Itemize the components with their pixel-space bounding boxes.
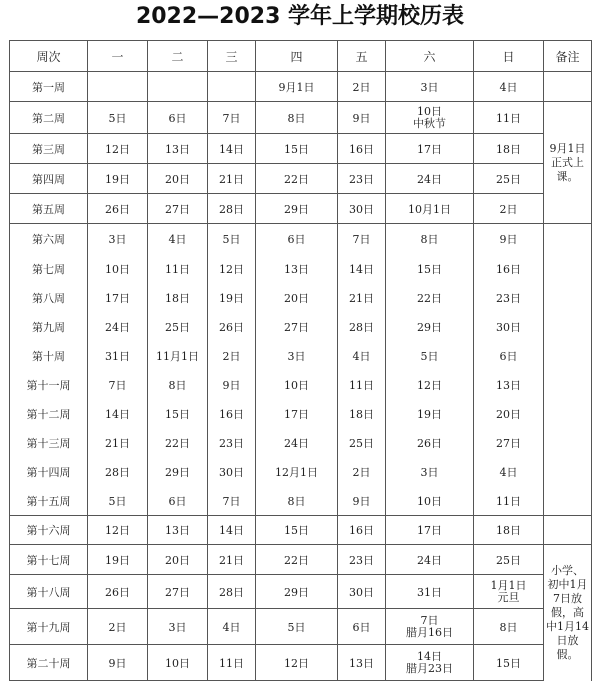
table-row <box>10 72 592 102</box>
day-cell: 19日 <box>88 164 148 194</box>
day-cell: 28日 <box>208 575 256 609</box>
week-label: 第十六周 <box>10 516 88 545</box>
day-cell <box>88 72 148 102</box>
table-row <box>10 313 592 342</box>
day-cell: 14日 <box>208 516 256 545</box>
day-cell: 22日 <box>256 545 338 575</box>
day-cell: 23日 <box>338 164 386 194</box>
header-sun: 日 <box>474 41 544 72</box>
day-cell: 8日 <box>474 609 544 645</box>
day-cell: 6日 <box>474 342 544 371</box>
day-cell: 24日 <box>88 313 148 342</box>
day-cell: 18日 <box>474 134 544 164</box>
day-cell: 28日 <box>338 313 386 342</box>
day-cell: 24日 <box>256 429 338 458</box>
day-cell: 5日 <box>88 487 148 516</box>
day-cell: 15日 <box>148 400 208 429</box>
week-label: 第二十周 <box>10 645 88 681</box>
day-cell: 2日 <box>338 72 386 102</box>
header-thu: 四 <box>256 41 338 72</box>
day-cell: 3日 <box>148 609 208 645</box>
day-cell: 6日 <box>338 609 386 645</box>
day-cell: 27日 <box>256 313 338 342</box>
day-cell-text: 7日 腊月16日 <box>406 613 453 639</box>
day-cell: 30日 <box>338 575 386 609</box>
day-cell: 12日 <box>208 254 256 284</box>
table-row <box>10 134 592 164</box>
day-cell <box>208 72 256 102</box>
day-cell: 23日 <box>208 429 256 458</box>
day-cell: 19日 <box>88 545 148 575</box>
day-cell-text: 1月1日 元旦 <box>490 578 527 604</box>
note-start-of-term: 9月1日正式上课。 <box>544 102 592 224</box>
header-row <box>10 41 592 72</box>
day-cell: 27日 <box>474 429 544 458</box>
day-cell: 17日 <box>386 516 474 545</box>
day-cell: 11月1日 <box>148 342 208 371</box>
header-wed: 三 <box>208 41 256 72</box>
day-cell: 22日 <box>148 429 208 458</box>
day-cell: 5日 <box>386 342 474 371</box>
day-cell: 13日 <box>256 254 338 284</box>
week-label: 第十三周 <box>10 429 88 458</box>
day-cell: 7日 <box>338 224 386 254</box>
table-row <box>10 487 592 516</box>
day-cell: 5日 <box>208 224 256 254</box>
header-week: 周次 <box>10 41 88 72</box>
day-cell: 23日 <box>338 545 386 575</box>
table-row <box>10 284 592 313</box>
day-cell: 16日 <box>338 134 386 164</box>
day-cell: 9月1日 <box>256 72 338 102</box>
school-calendar-table <box>9 40 592 681</box>
day-cell: 20日 <box>148 164 208 194</box>
day-cell <box>386 609 474 645</box>
week-label: 第三周 <box>10 134 88 164</box>
day-cell: 29日 <box>256 194 338 224</box>
table-row <box>10 254 592 284</box>
day-cell: 24日 <box>386 545 474 575</box>
day-cell: 3日 <box>256 342 338 371</box>
day-cell: 21日 <box>208 545 256 575</box>
day-cell: 28日 <box>208 194 256 224</box>
table-row <box>10 224 592 254</box>
week-label: 第八周 <box>10 284 88 313</box>
week-label: 第十四周 <box>10 458 88 487</box>
day-cell: 6日 <box>148 487 208 516</box>
header-sat: 六 <box>386 41 474 72</box>
table-row <box>10 194 592 224</box>
week-label: 第九周 <box>10 313 88 342</box>
day-cell: 22日 <box>386 284 474 313</box>
day-cell <box>386 645 474 681</box>
table-row <box>10 545 592 575</box>
day-cell: 9日 <box>208 371 256 400</box>
day-cell: 13日 <box>338 645 386 681</box>
week-label: 第六周 <box>10 224 88 254</box>
day-cell: 13日 <box>148 134 208 164</box>
week-label: 第二周 <box>10 102 88 134</box>
day-cell: 11日 <box>474 102 544 134</box>
day-cell: 7日 <box>208 487 256 516</box>
day-cell: 9日 <box>474 224 544 254</box>
day-cell: 10日 <box>256 371 338 400</box>
day-cell: 27日 <box>148 575 208 609</box>
day-cell: 12日 <box>386 371 474 400</box>
week-label: 第十七周 <box>10 545 88 575</box>
day-cell: 16日 <box>474 254 544 284</box>
day-cell: 9日 <box>338 102 386 134</box>
week-label: 第十二周 <box>10 400 88 429</box>
day-cell: 21日 <box>88 429 148 458</box>
day-cell: 15日 <box>474 645 544 681</box>
day-cell: 17日 <box>256 400 338 429</box>
day-cell: 5日 <box>88 102 148 134</box>
day-cell: 10日 <box>386 487 474 516</box>
day-cell: 26日 <box>386 429 474 458</box>
day-cell: 15日 <box>256 134 338 164</box>
day-cell: 4日 <box>474 458 544 487</box>
table-row <box>10 516 592 545</box>
day-cell: 12月1日 <box>256 458 338 487</box>
day-cell: 12日 <box>88 134 148 164</box>
day-cell: 9日 <box>88 645 148 681</box>
day-cell <box>474 575 544 609</box>
day-cell: 7日 <box>208 102 256 134</box>
week-label: 第四周 <box>10 164 88 194</box>
day-cell: 17日 <box>386 134 474 164</box>
day-cell: 25日 <box>338 429 386 458</box>
day-cell: 10日 <box>88 254 148 284</box>
note-winter-break: 小学、初中1月7日放假，高中1月14日放假。 <box>544 545 592 681</box>
week-label: 第十周 <box>10 342 88 371</box>
day-cell: 11日 <box>338 371 386 400</box>
day-cell: 6日 <box>256 224 338 254</box>
header-tue: 二 <box>148 41 208 72</box>
table-row <box>10 164 592 194</box>
day-cell: 31日 <box>386 575 474 609</box>
day-cell: 8日 <box>386 224 474 254</box>
day-cell: 8日 <box>148 371 208 400</box>
table-row <box>10 458 592 487</box>
day-cell: 3日 <box>386 458 474 487</box>
day-cell: 6日 <box>148 102 208 134</box>
day-cell: 30日 <box>338 194 386 224</box>
day-cell: 23日 <box>474 284 544 313</box>
table-row <box>10 371 592 400</box>
day-cell: 18日 <box>338 400 386 429</box>
day-cell: 29日 <box>148 458 208 487</box>
day-cell: 24日 <box>386 164 474 194</box>
week-label: 第五周 <box>10 194 88 224</box>
day-cell: 11日 <box>208 645 256 681</box>
day-cell: 29日 <box>256 575 338 609</box>
day-cell: 29日 <box>386 313 474 342</box>
table-row <box>10 342 592 371</box>
day-cell: 16日 <box>338 516 386 545</box>
day-cell: 16日 <box>208 400 256 429</box>
day-cell: 15日 <box>386 254 474 284</box>
day-cell: 21日 <box>338 284 386 313</box>
header-notes: 备注 <box>544 41 592 72</box>
table-row <box>10 645 592 681</box>
day-cell: 4日 <box>148 224 208 254</box>
day-cell: 26日 <box>88 194 148 224</box>
table-row <box>10 400 592 429</box>
day-cell: 26日 <box>88 575 148 609</box>
day-cell: 20日 <box>474 400 544 429</box>
day-cell <box>148 72 208 102</box>
day-cell: 15日 <box>256 516 338 545</box>
day-cell: 22日 <box>256 164 338 194</box>
day-cell: 8日 <box>256 487 338 516</box>
week-label: 第十一周 <box>10 371 88 400</box>
day-cell: 12日 <box>256 645 338 681</box>
day-cell: 4日 <box>208 609 256 645</box>
day-cell: 19日 <box>208 284 256 313</box>
day-cell: 4日 <box>474 72 544 102</box>
day-cell: 2日 <box>88 609 148 645</box>
table-row <box>10 102 592 134</box>
day-cell-text: 14日 腊月23日 <box>406 649 453 675</box>
day-cell: 13日 <box>148 516 208 545</box>
day-cell: 9日 <box>338 487 386 516</box>
day-cell: 3日 <box>88 224 148 254</box>
day-cell: 5日 <box>256 609 338 645</box>
day-cell: 26日 <box>208 313 256 342</box>
day-cell: 4日 <box>338 342 386 371</box>
day-cell: 18日 <box>148 284 208 313</box>
day-cell: 14日 <box>338 254 386 284</box>
day-cell: 2日 <box>208 342 256 371</box>
week-label: 第七周 <box>10 254 88 284</box>
day-cell: 7日 <box>88 371 148 400</box>
day-cell: 21日 <box>208 164 256 194</box>
calendar-body <box>10 72 592 681</box>
day-cell: 25日 <box>474 545 544 575</box>
header-mon: 一 <box>88 41 148 72</box>
day-cell: 2日 <box>338 458 386 487</box>
day-cell: 12日 <box>88 516 148 545</box>
day-cell: 10月1日 <box>386 194 474 224</box>
day-cell: 14日 <box>88 400 148 429</box>
day-cell: 25日 <box>474 164 544 194</box>
day-cell: 31日 <box>88 342 148 371</box>
day-cell: 18日 <box>474 516 544 545</box>
table-row <box>10 609 592 645</box>
day-cell: 30日 <box>474 313 544 342</box>
day-cell: 25日 <box>148 313 208 342</box>
table-row <box>10 429 592 458</box>
day-cell: 11日 <box>474 487 544 516</box>
day-cell <box>386 102 474 134</box>
day-cell: 17日 <box>88 284 148 313</box>
day-cell: 11日 <box>148 254 208 284</box>
day-cell: 28日 <box>88 458 148 487</box>
page-title: 2022—2023 学年上学期校历表 <box>135 4 465 29</box>
header-fri: 五 <box>338 41 386 72</box>
day-cell: 14日 <box>208 134 256 164</box>
day-cell: 20日 <box>256 284 338 313</box>
day-cell: 20日 <box>148 545 208 575</box>
week-label: 第十九周 <box>10 609 88 645</box>
day-cell: 30日 <box>208 458 256 487</box>
day-cell: 8日 <box>256 102 338 134</box>
day-cell: 19日 <box>386 400 474 429</box>
day-cell: 3日 <box>386 72 474 102</box>
day-cell: 27日 <box>148 194 208 224</box>
day-cell: 10日 <box>148 645 208 681</box>
day-cell: 2日 <box>474 194 544 224</box>
table-row <box>10 575 592 609</box>
week-label: 第一周 <box>10 72 88 102</box>
week-label: 第十五周 <box>10 487 88 516</box>
day-cell-text: 10日 中秋节 <box>413 104 446 130</box>
week-label: 第十八周 <box>10 575 88 609</box>
day-cell: 13日 <box>474 371 544 400</box>
